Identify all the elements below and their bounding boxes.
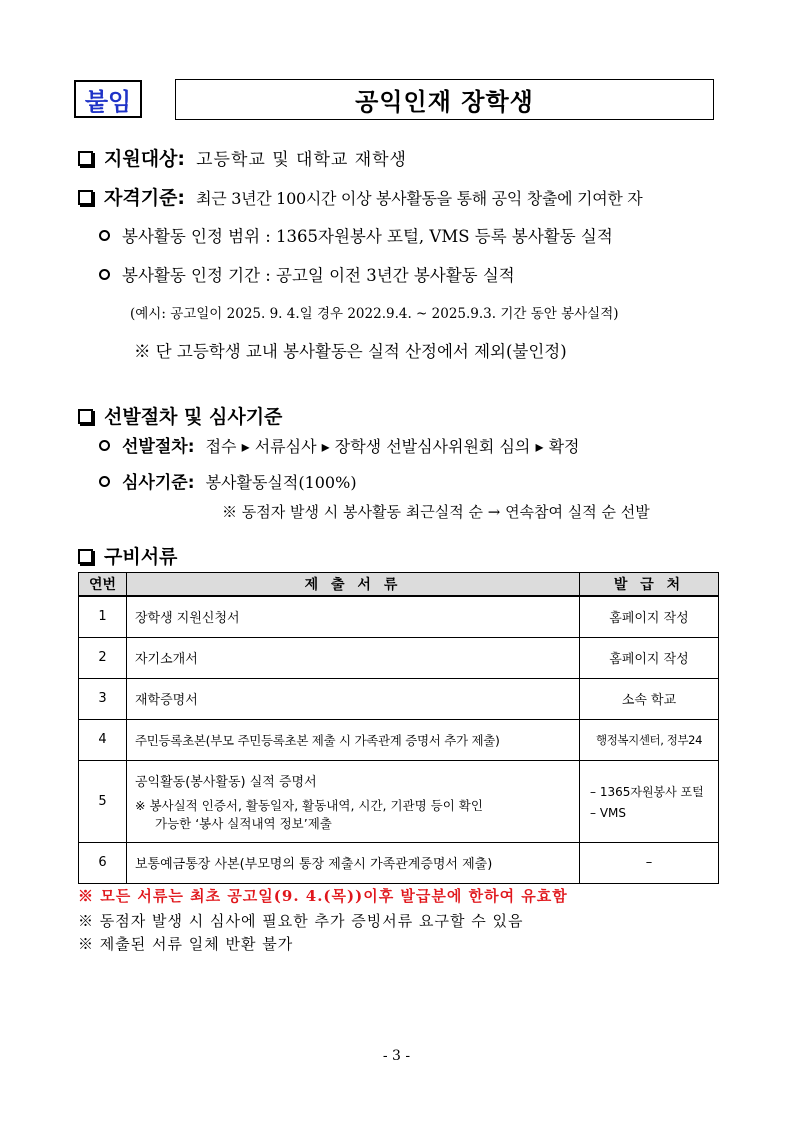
row-number: 4: [79, 719, 127, 760]
selection-procedure: 선발절차: 접수 ▸ 서류심사 ▸ 장학생 선발심사위원회 심의 ▸ 확정: [99, 432, 580, 457]
note-no-return: ※ 제출된 서류 일체 반환 불가: [78, 935, 294, 953]
qualification-label: 자격기준:: [104, 187, 186, 209]
selection-heading: 선발절차 및 심사기준: [78, 402, 282, 429]
documents-heading: 구비서류: [78, 542, 177, 569]
table-header-row: [79, 573, 719, 597]
row-issuer: –: [580, 842, 719, 883]
column-header-document: 제 출 서 류: [127, 573, 580, 597]
row-document: 공익활동(봉사활동) 실적 증명서: [135, 774, 317, 790]
table-row: [79, 637, 719, 678]
attachment-tag: 붙임: [74, 80, 142, 118]
document-title: 공익인재 장학생: [175, 79, 714, 120]
qualification-line: [78, 183, 642, 210]
column-header-issuer: 발 급 처: [580, 573, 719, 597]
table-row: [79, 760, 719, 842]
selection-criteria: 심사기준: 봉사활동실적(100%): [99, 468, 357, 493]
row-issuer: 소속 학교: [580, 678, 719, 719]
row-number: 2: [79, 637, 127, 678]
row-document: 보통예금통장 사본(부모명의 통장 제출시 가족관계증명서 제출): [127, 842, 580, 883]
note-extra-documents: ※ 동점자 발생 시 심사에 필요한 추가 증빙서류 요구할 수 있음: [78, 912, 524, 930]
qualification-exclusion: ※ 단 고등학생 교내 봉사활동은 실적 산정에서 제외(불인정): [134, 342, 567, 361]
row-number: 6: [79, 842, 127, 883]
table-row: [79, 842, 719, 883]
row-document: 재학증명서: [127, 678, 580, 719]
circle-bullet-icon: [99, 230, 110, 241]
row-document: 주민등록초본(부모 주민등록초본 제출 시 가족관계 증명서 추가 제출): [127, 719, 580, 760]
row-number: 3: [79, 678, 127, 719]
qualification-example: (예시: 공고일이 2025. 9. 4.일 경우 2022.9.4. ~ 2025.9.3. 기간 동안 봉사실적): [130, 306, 619, 322]
row-issuer: – VMS: [590, 805, 626, 820]
circle-bullet-icon: [99, 269, 110, 280]
qualification-item: 봉사활동 인정 기간 : 공고일 이전 3년간 봉사활동 실적: [99, 262, 515, 286]
square-bullet-icon: [78, 190, 93, 205]
documents-table: [78, 572, 719, 884]
row-issuer: 홈페이지 작성: [580, 596, 719, 637]
row-issuer-cell: [580, 760, 719, 842]
page-number: - 3 -: [382, 1048, 411, 1064]
row-issuer: – 1365자원봉사 포털: [590, 784, 704, 799]
circle-bullet-icon: [99, 440, 110, 451]
square-bullet-icon: [78, 549, 93, 564]
row-document: 장학생 지원신청서: [127, 596, 580, 637]
column-header-no: 연번: [79, 573, 127, 597]
eligibility-line: [78, 144, 407, 171]
table-row: [79, 678, 719, 719]
square-bullet-icon: [78, 151, 93, 166]
validity-warning: ※ 모든 서류는 최초 공고일(9. 4.(목))이후 발급분에 한하여 유효함: [78, 887, 568, 905]
eligibility-value: 고등학교 및 대학교 재학생: [196, 150, 407, 170]
row-issuer: 홈페이지 작성: [580, 637, 719, 678]
row-document: 자기소개서: [127, 637, 580, 678]
row-document-note: 가능한 ‘봉사 실적내역 정보’제출: [155, 815, 332, 831]
eligibility-label: 지원대상:: [104, 148, 186, 170]
circle-bullet-icon: [99, 476, 110, 487]
square-bullet-icon: [78, 409, 93, 424]
row-document-note: ※ 봉사실적 인증서, 활동일자, 활동내역, 시간, 기관명 등이 확인: [135, 797, 483, 813]
row-document-cell: [127, 760, 580, 842]
row-issuer: 행정복지센터, 정부24: [580, 719, 719, 760]
qualification-value: 최근 3년간 100시간 이상 봉사활동을 통해 공익 창출에 기여한 자: [196, 189, 643, 208]
selection-tiebreak: ※ 동점자 발생 시 봉사활동 최근실적 순 → 연속참여 실적 순 선발: [222, 503, 650, 521]
table-row: [79, 596, 719, 637]
qualification-item: 봉사활동 인정 범위 : 1365자원봉사 포털, VMS 등록 봉사활동 실적: [99, 223, 613, 247]
row-number: 5: [79, 760, 127, 842]
table-row: [79, 719, 719, 760]
row-number: 1: [79, 596, 127, 637]
